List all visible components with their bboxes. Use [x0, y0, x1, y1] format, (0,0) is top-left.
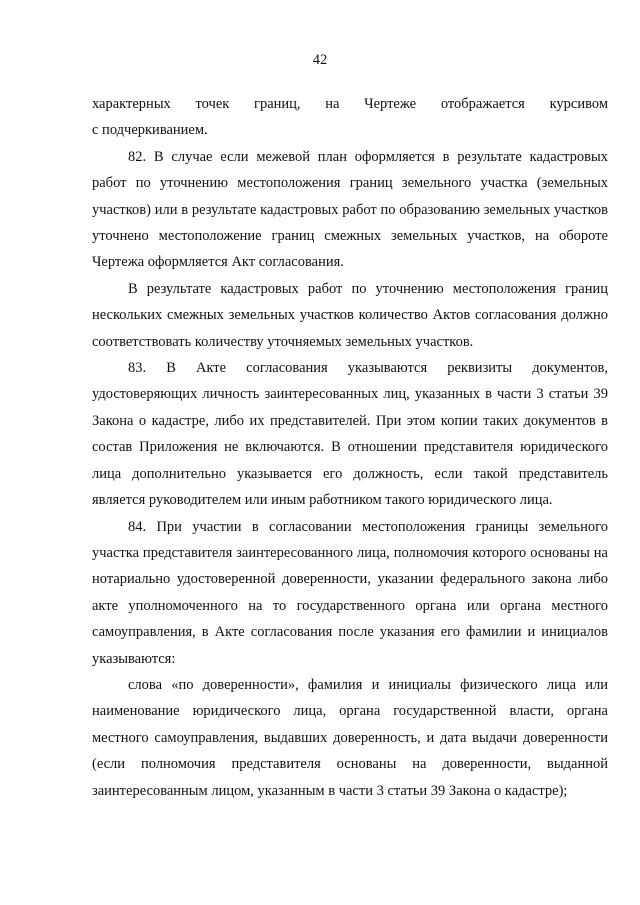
document-body — [92, 91, 608, 804]
paragraph-84-item: слова «по доверенности», фамилия и инициалы физического лица или наименование юридического лица, органа государственной власти, органа местного самоуправления, выдавших доверенность, и дата выдачи доверенности (если полномочия представителя основаны на доверенности, выданной заинтересованным лицом, указанным в части 3 статьи 39 Закона о кадастре); — [92, 676, 608, 799]
paragraph-83: 83. В Акте согласования указываются реквизиты документов, удостоверяющих личность заинтересованных лиц, указанных в части 3 статьи 39 Закона о кадастре, либо их представителей. При этом копии таких документов в состав Приложения не включаются. В отношении представителя юридического лица дополнительно указывается его должность, если такой представитель является руководителем или иным работником такого юридического лица. — [92, 360, 608, 509]
paragraph-84: 84. При участии в согласовании местоположения границы земельного участка представителя заинтересованного лица, полномочия которого основаны на нотариально удостоверенной доверенности, указании федерального закона либо акте уполномоченного на то государственного органа или органа местного самоуправления, в Акте согласования после указания его фамилии и инициалов указываются: — [92, 518, 608, 667]
paragraph-continuation-line-1: характерных точек границ, на Чертеже отображается курсивом — [92, 96, 608, 112]
paragraph-82: 82. В случае если межевой план оформляется в результате кадастровых работ по уточнению местоположения границ земельного участка (земельных участков) или в результате кадастровых работ по образованию земельных участков уточнено местоположение границ смежных земельных участков, на обороте Чертежа оформляется Акт согласования. — [92, 148, 608, 271]
page-number: 42 — [312, 52, 328, 68]
paragraph-continuation-line-2: с подчеркиванием. — [92, 122, 208, 139]
paragraph-82-continued: В результате кадастровых работ по уточнению местоположения границ нескольких смежных земельных участков количество Актов согласования должно соответствовать количеству уточняемых земельных участков. — [92, 280, 608, 350]
